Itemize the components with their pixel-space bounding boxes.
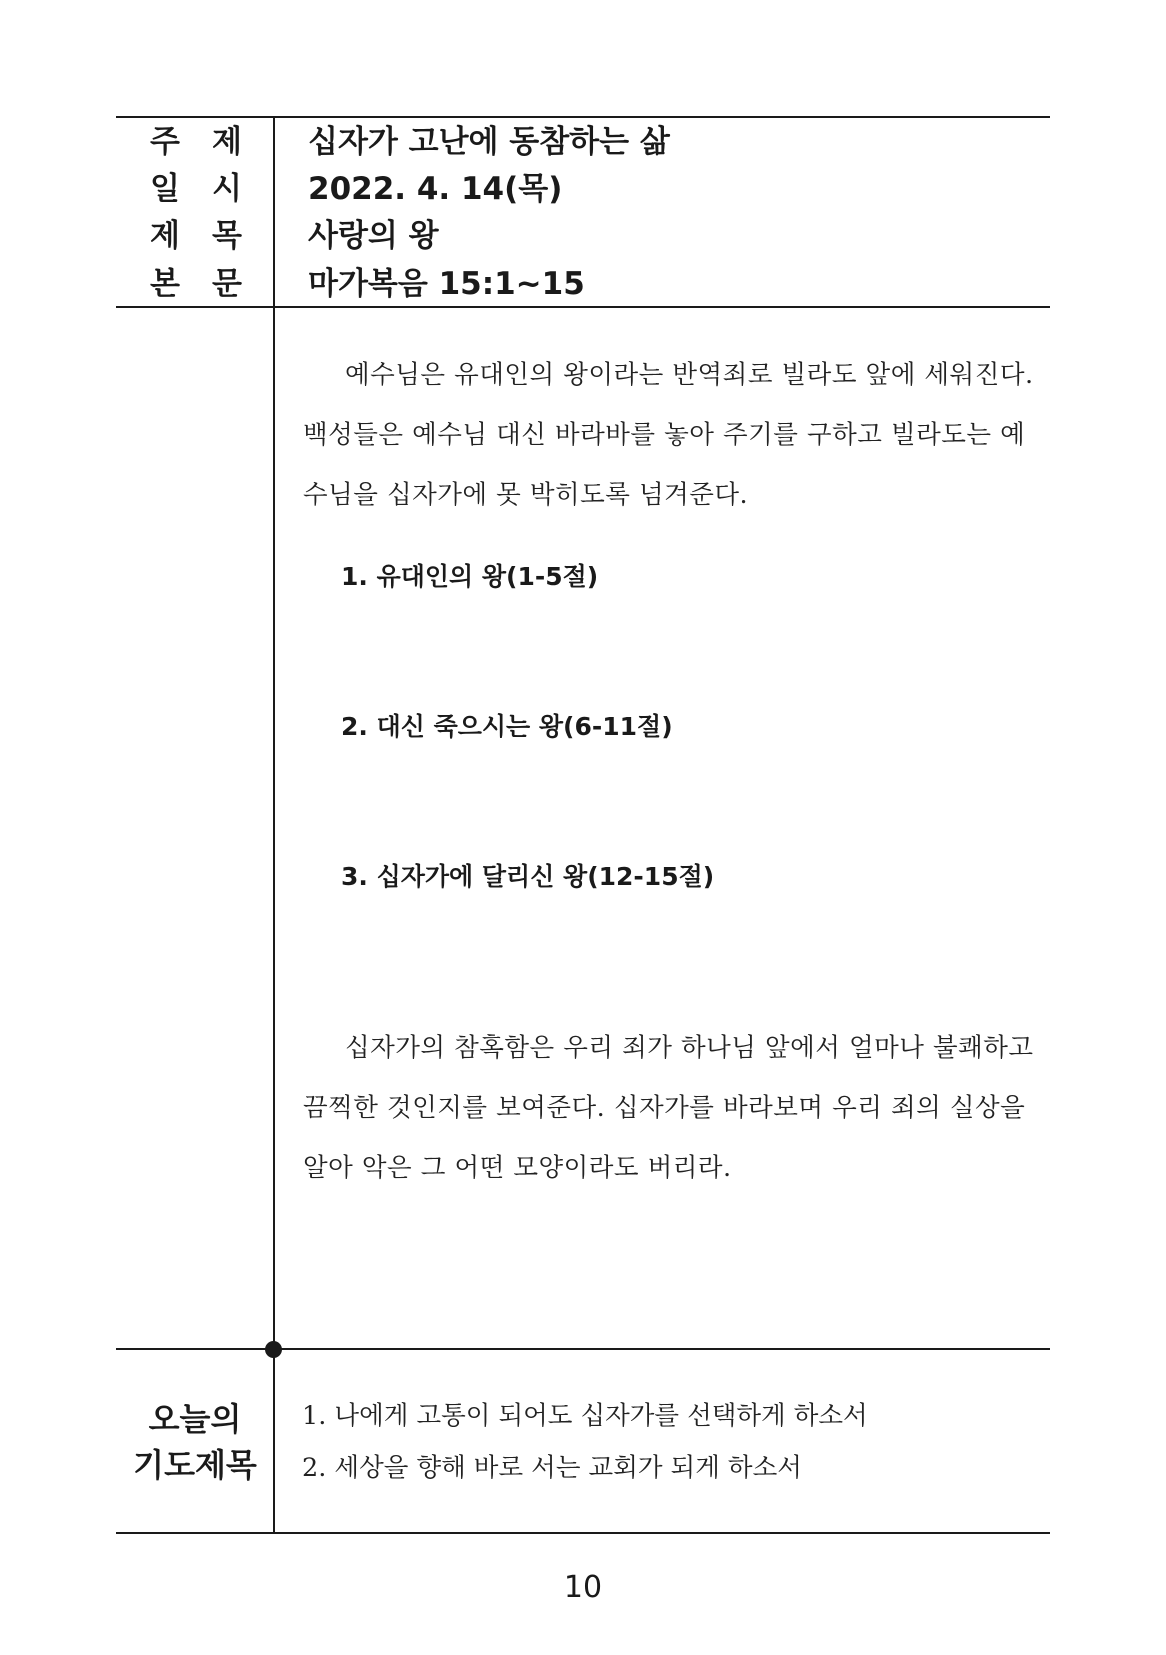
prayer-label-line2: 기도제목 [133, 1446, 257, 1484]
intro-paragraph: 예수님은 유대인의 왕이라는 반역죄로 빌라도 앞에 세워진다. 백성들은 예수님 대신 바라바를 놓아 주기를 구하고 빌라도는 예수님을 십자가에 못 박히도록 넘겨준다. [303, 360, 1034, 510]
header-label-date: 일 시 [150, 171, 242, 207]
top-rule [116, 116, 1050, 118]
prayer-item-2: 2. 세상을 향해 바로 서는 교회가 되게 하소서 [302, 1453, 802, 1483]
bottom-rule [116, 1532, 1050, 1534]
page-number: 10 [563, 1570, 603, 1605]
conclusion-paragraph: 십자가의 참혹함은 우리 죄가 하나님 앞에서 얼마나 불쾌하고 끔찍한 것인지를 보여준다. 십자가를 바라보며 우리 죄의 실상을 알아 악은 그 어떤 모양이라도 버리라. [303, 1033, 1034, 1183]
header-label-scripture: 본 문 [150, 266, 242, 302]
header-value-scripture: 마가복음 15:1~15 [308, 266, 585, 302]
prayer-label-line1: 오늘의 [148, 1400, 242, 1438]
header-value-title: 사랑의 왕 [308, 218, 439, 254]
header-label-topic: 주 제 [150, 124, 242, 160]
prayer-rule [116, 1348, 1050, 1350]
header-value-date: 2022. 4. 14(목) [308, 171, 563, 207]
column-divider [273, 116, 275, 1534]
outline-point-3: 3. 십자가에 달리신 왕(12-15절) [341, 862, 715, 891]
header-rule [116, 306, 1050, 308]
prayer-item-1: 1. 나에게 고통이 되어도 십자가를 선택하게 하소서 [302, 1401, 868, 1431]
outline-point-1: 1. 유대인의 왕(1-5절) [341, 562, 599, 591]
header-label-title: 제 목 [150, 218, 242, 254]
header-value-topic: 십자가 고난에 동참하는 삶 [308, 124, 670, 160]
divider-dot [265, 1341, 282, 1358]
outline-point-2: 2. 대신 죽으시는 왕(6-11절) [341, 712, 673, 741]
